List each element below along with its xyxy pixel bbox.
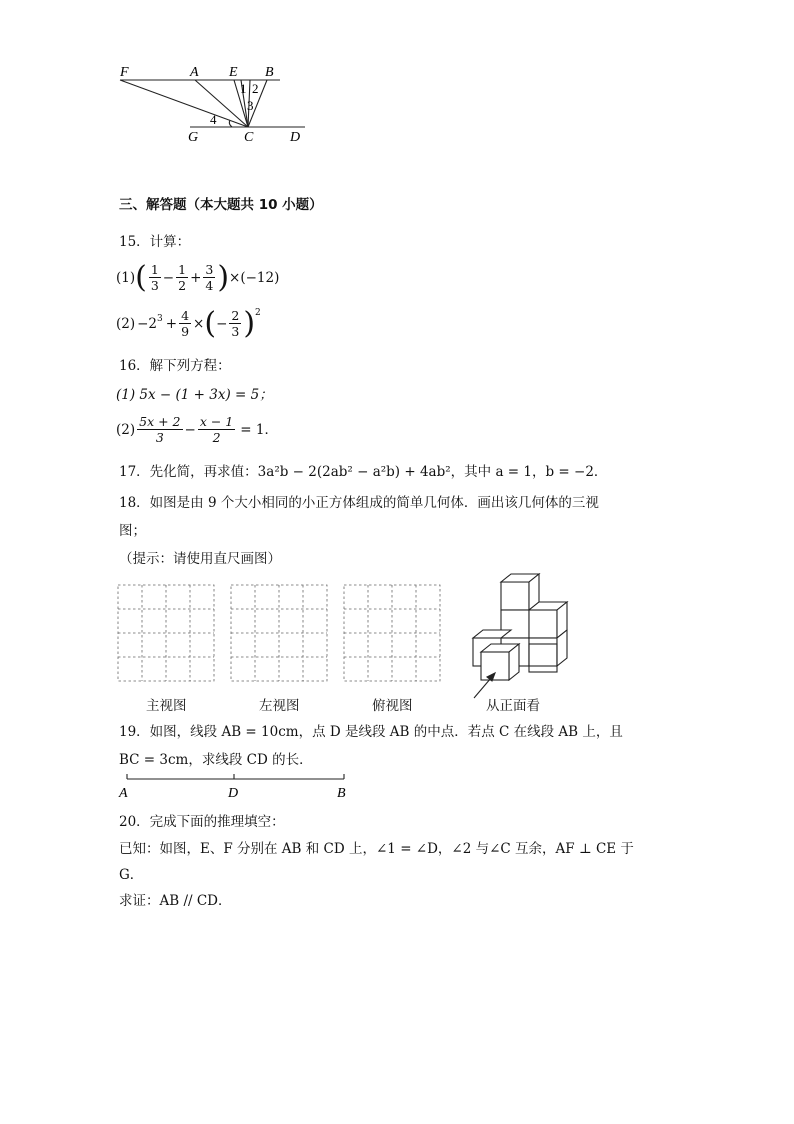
q20-line2: 已知：如图，E、F 分别在 AB 和 CD 上，∠1 = ∠D，∠2 与∠C 互余，AF ⊥ CE 于 [119, 841, 634, 857]
view-grids [110, 580, 460, 690]
grid-label-left: 左视图 [259, 698, 300, 714]
q18-line2: 图； [119, 523, 146, 539]
segment-label-D: D [228, 786, 239, 801]
label-D: D [290, 130, 301, 145]
q16-part2: (2) $\frac{5x + 2}{3}$ − $\frac{x - 1}{2}$ = 1． [116, 414, 278, 445]
q15-part1: (1) ( $\frac{1}{3}$ − $\frac{1}{2}$ + $\frac{3}{4}$ ) ×(−12) [116, 259, 280, 295]
q15-heading: 15．计算： [119, 234, 191, 250]
q20-line1: 20．完成下面的推理填空： [119, 814, 285, 830]
q20-line4: 求证：AB // CD． [119, 893, 232, 909]
label-C: C [244, 130, 254, 145]
view-direction-label: 从正面看 [486, 698, 540, 714]
q16-part1: (1) 5x − (1 + 3x) = 5； [116, 387, 273, 403]
q18-hint: （提示：请使用直尺画图） [119, 551, 281, 567]
label-B: B [265, 65, 274, 80]
q20-line3: G． [119, 867, 144, 883]
geometry-figure-lines [110, 60, 320, 145]
q19-line2: BC = 3cm，求线段 CD 的长． [119, 752, 313, 768]
grid-label-top: 俯视图 [372, 698, 413, 714]
q16-heading: 16．解下列方程： [119, 358, 231, 374]
segment-label-A: A [119, 786, 128, 801]
q15-part2: (2) −2 $^3$ + $\frac{4}{9}$ × ( − $\frac{2}{3}$ ) $^2$ [116, 305, 261, 341]
label-2: 2 [252, 81, 259, 96]
section-title: 三、解答题（本大题共 10 小题） [119, 197, 323, 213]
label-4: 4 [210, 112, 217, 127]
label-F: F [120, 65, 129, 80]
segment-label-B: B [337, 786, 346, 801]
q17-text: 17．先化简，再求值：3a²b − 2(2ab² − a²b) + 4ab²，其中 a = 1，b = −2． [119, 464, 608, 480]
q18-line1: 18．如图是由 9 个大小相同的小正方体组成的简单几何体．画出该几何体的三视 [119, 495, 599, 511]
label-A: A [190, 65, 199, 80]
label-1: 1 [240, 81, 247, 96]
cube-stack-figure [466, 570, 576, 705]
label-3: 3 [247, 98, 254, 113]
grid-label-front: 主视图 [146, 698, 187, 714]
label-E: E [229, 65, 238, 80]
label-G: G [188, 130, 199, 145]
q19-line1: 19．如图，线段 AB = 10cm，点 D 是线段 AB 的中点．若点 C 在线段 AB 上，且 [119, 724, 623, 740]
segment-figure [112, 770, 362, 804]
